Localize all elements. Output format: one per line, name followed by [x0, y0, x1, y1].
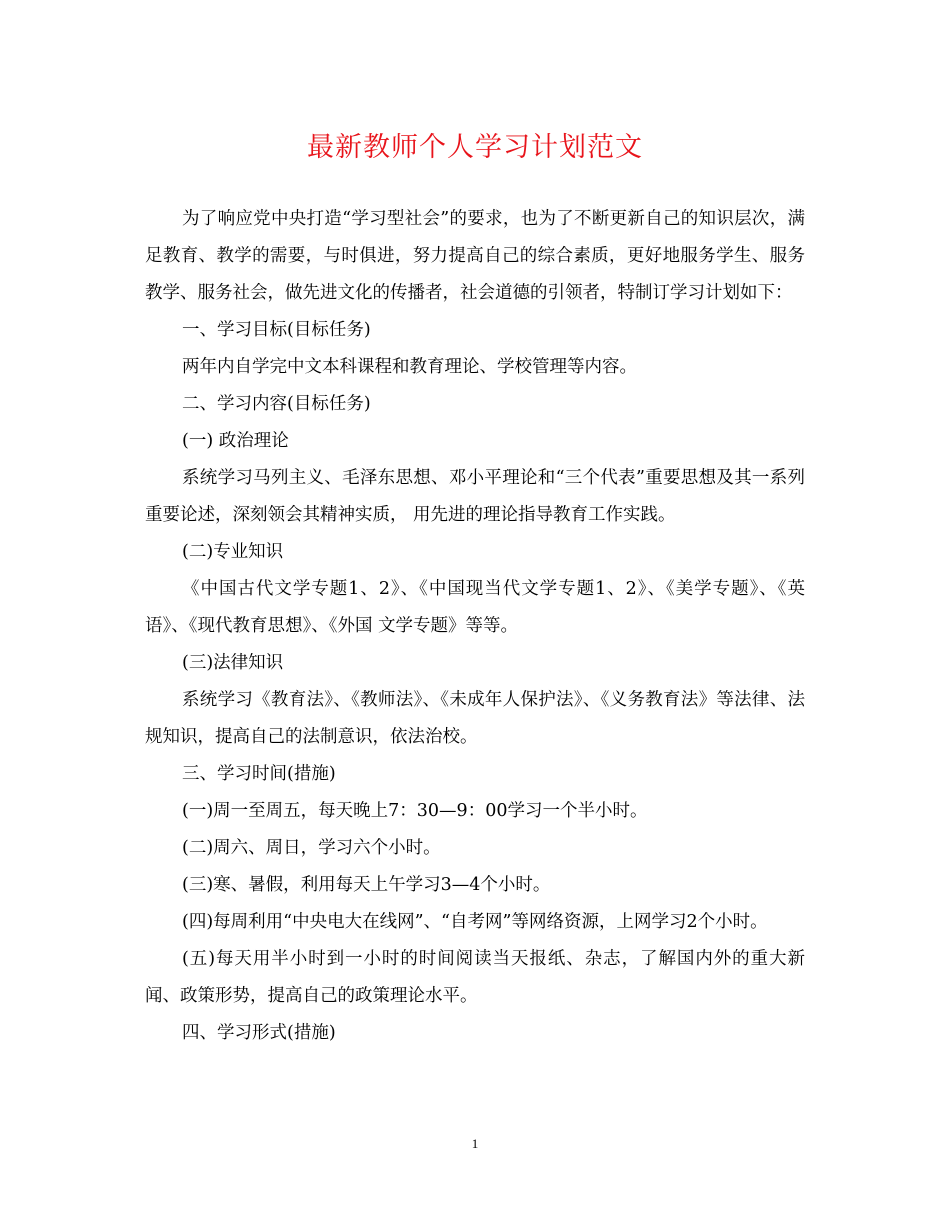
document-body [145, 201, 805, 1052]
list-item-online: (四)每周利用“中央电大在线网”、“自考网”等网络资源，上网学习2个小时。 [182, 912, 768, 932]
document-title: 最新教师个人学习计划范文 [307, 132, 643, 163]
section-heading-content: 二、学习内容(目标任务) [182, 394, 371, 414]
section-heading-goals: 一、学习目标(目标任务) [182, 320, 371, 340]
subheading-professional: (二)专业知识 [182, 542, 284, 562]
subheading-politics: (一) 政治理论 [182, 431, 289, 451]
page-number: 1 [471, 1136, 479, 1151]
paragraph-professional: 《中国古代文学专题1、2》、《中国现当代文学专题1、2》、《美学专题》、《英语》、《现代教育思想》、《外国 文学专题》等等。 [145, 579, 805, 636]
paragraph-intro: 为了响应党中央打造“学习型社会”的要求，也为了不断更新自己的知识层次，满足教育、教学的需要，与时俱进，努力提高自己的综合素质，更好地服务学生、服务教学、服务社会，做先进文化的传播者，社会道德的引领者，特制订学习计划如下： [145, 209, 805, 303]
list-item-holiday: (三)寒、暑假，利用每天上午学习3—4个小时。 [182, 875, 551, 895]
list-item-weekend: (二)周六、周日，学习六个小时。 [182, 838, 441, 858]
section-heading-form: 四、学习形式(措施) [182, 1023, 336, 1043]
paragraph-goals: 两年内自学完中文本科课程和教育理论、学校管理等内容。 [182, 357, 637, 377]
list-item-reading: (五)每天用半小时到一小时的时间阅读当天报纸、杂志，了解国内外的重大新闻、政策形势，提高自己的政策理论水平。 [145, 949, 805, 1006]
list-item-weekday: (一)周一至周五，每天晚上7：30—9：00学习一个半小时。 [182, 801, 648, 821]
subheading-law: (三)法律知识 [182, 653, 284, 673]
section-heading-time: 三、学习时间(措施) [182, 764, 336, 784]
paragraph-law: 系统学习《教育法》、《教师法》、《未成年人保护法》、《义务教育法》等法律、法规知识，提高自己的法制意识，依法治校。 [145, 690, 805, 747]
paragraph-politics: 系统学习马列主义、毛泽东思想、邓小平理论和“三个代表”重要思想及其一系列重要论述，深刻领会其精神实质， 用先进的理论指导教育工作实践。 [145, 468, 805, 525]
